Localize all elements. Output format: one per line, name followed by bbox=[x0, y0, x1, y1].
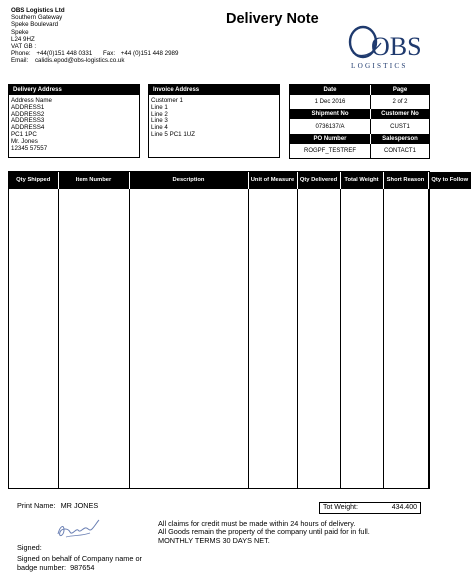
terms-line: All claims for credit must be made within 24 hours of delivery. bbox=[158, 519, 356, 528]
total-weight-value: 434.400 bbox=[391, 504, 417, 511]
cell-short-reason bbox=[383, 189, 428, 488]
col-header-qty-delivered: Qty Delivered bbox=[297, 172, 340, 189]
phone-value: +44(0)151 448 0331 bbox=[36, 50, 93, 58]
phone-label: Phone: bbox=[11, 50, 31, 58]
shipment-no-value: 0736137/A bbox=[290, 119, 370, 133]
invoice-address-heading: Invoice Address bbox=[149, 85, 279, 95]
invoice-address-lines bbox=[149, 95, 279, 139]
col-header-item-number: Item Number bbox=[58, 172, 129, 189]
po-number-value: ROGPF_TESTREF bbox=[290, 144, 370, 158]
company-address-line: Southern Gateway bbox=[11, 14, 63, 22]
salesperson-label: Salesperson bbox=[370, 134, 429, 144]
signed-label: Signed: bbox=[17, 543, 42, 552]
items-table bbox=[8, 171, 469, 489]
invoice-address-line: Line 4 bbox=[151, 124, 168, 132]
logo-small-text: LOGISTICS bbox=[351, 62, 408, 70]
delivery-address-box bbox=[8, 84, 140, 158]
fax-label: Fax: bbox=[103, 50, 116, 58]
col-header-unit-of-measure: Unit of Measure bbox=[248, 172, 297, 189]
fax-value: +44 (0)151 448 2989 bbox=[120, 50, 179, 58]
terms-line: MONTHLY TERMS 30 DAYS NET. bbox=[158, 535, 270, 545]
invoice-address-line: Line 1 bbox=[151, 103, 168, 111]
company-address-line: Speke bbox=[11, 28, 29, 36]
print-name-row bbox=[17, 502, 98, 510]
email-value: calidis.epod@obs-logistics.co.uk bbox=[34, 57, 125, 65]
delivery-address-line: ADDRESS2 bbox=[11, 110, 45, 118]
delivery-address-line: ADDRESS4 bbox=[11, 124, 45, 132]
salesperson-value: CONTACT1 bbox=[384, 147, 416, 154]
delivery-address-line: Address Name bbox=[11, 97, 52, 104]
company-phone-row bbox=[11, 50, 211, 57]
company-address-line: L24 9HZ bbox=[11, 35, 35, 43]
invoice-address-line: Line 5 PC1 1UZ bbox=[151, 130, 196, 138]
delivery-address-lines bbox=[9, 95, 139, 152]
cell-qty-delivered bbox=[297, 189, 340, 488]
delivery-address-heading: Delivery Address bbox=[9, 85, 139, 95]
badge-label: badge number: bbox=[17, 563, 67, 572]
document-info-table bbox=[289, 84, 430, 159]
delivery-address-line: 12345 57557 bbox=[11, 144, 48, 152]
table-row bbox=[9, 189, 471, 488]
badge-number-row bbox=[17, 564, 94, 572]
col-header-description: Description bbox=[129, 172, 248, 189]
invoice-address-box bbox=[148, 84, 280, 158]
cell-qty-shipped bbox=[9, 189, 58, 488]
customer-no-label: Customer No bbox=[370, 109, 429, 119]
total-weight-label: Tot Weight: bbox=[323, 504, 358, 511]
company-block bbox=[11, 7, 211, 65]
total-weight-box bbox=[319, 502, 421, 514]
cell-description bbox=[129, 189, 248, 488]
shipment-no-label: Shipment No bbox=[290, 109, 370, 119]
delivery-address-line: Mr. Jones bbox=[11, 137, 38, 145]
invoice-address-line: Line 2 bbox=[151, 110, 168, 118]
col-header-qty-shipped: Qty Shipped bbox=[9, 172, 58, 189]
obs-logo bbox=[347, 23, 425, 71]
company-email-row bbox=[11, 57, 211, 64]
print-name-label: Print Name: bbox=[17, 501, 56, 510]
col-header-total-weight: Total Weight bbox=[340, 172, 383, 189]
delivery-address-line: ADDRESS3 bbox=[11, 117, 45, 125]
page-value: 2 of 2 bbox=[392, 99, 408, 106]
print-name-value: MR JONES bbox=[60, 501, 99, 510]
cell-unit bbox=[248, 189, 297, 488]
cell-total-weight bbox=[340, 189, 383, 488]
signed-on-behalf-text: Signed on behalf of Company name or bbox=[17, 554, 142, 563]
customer-no-value: CUST1 bbox=[390, 123, 410, 130]
company-vat: VAT GB : bbox=[11, 43, 37, 51]
po-number-label: PO Number bbox=[290, 134, 370, 144]
obs-logo-graphic bbox=[347, 23, 425, 71]
cell-item-number bbox=[58, 189, 129, 488]
email-label: Email: bbox=[11, 57, 29, 65]
signature-image bbox=[52, 516, 102, 542]
logo-big-text: OBS bbox=[371, 32, 422, 61]
cell-qty-to-follow bbox=[428, 189, 471, 488]
terms-block bbox=[158, 520, 428, 545]
terms-line: All Goods remain the property of the company until paid for in full. bbox=[158, 527, 370, 537]
invoice-address-line: Customer 1 bbox=[151, 97, 183, 104]
invoice-address-line: Line 3 bbox=[151, 117, 168, 125]
page-label: Page bbox=[370, 85, 429, 95]
col-header-short-reason: Short Reason bbox=[383, 172, 428, 189]
badge-number-value: 987654 bbox=[70, 563, 95, 572]
company-address-line: Speke Boulevard bbox=[11, 21, 59, 29]
date-value: 1 Dec 2016 bbox=[290, 95, 370, 109]
delivery-address-line: ADDRESS1 bbox=[11, 103, 45, 111]
company-name: OBS Logistics Ltd bbox=[11, 7, 65, 14]
document-title: Delivery Note bbox=[226, 11, 319, 27]
date-label: Date bbox=[290, 85, 370, 95]
col-header-qty-to-follow: Qty to Follow bbox=[428, 172, 471, 189]
delivery-address-line: PC1 1PC bbox=[11, 130, 37, 138]
